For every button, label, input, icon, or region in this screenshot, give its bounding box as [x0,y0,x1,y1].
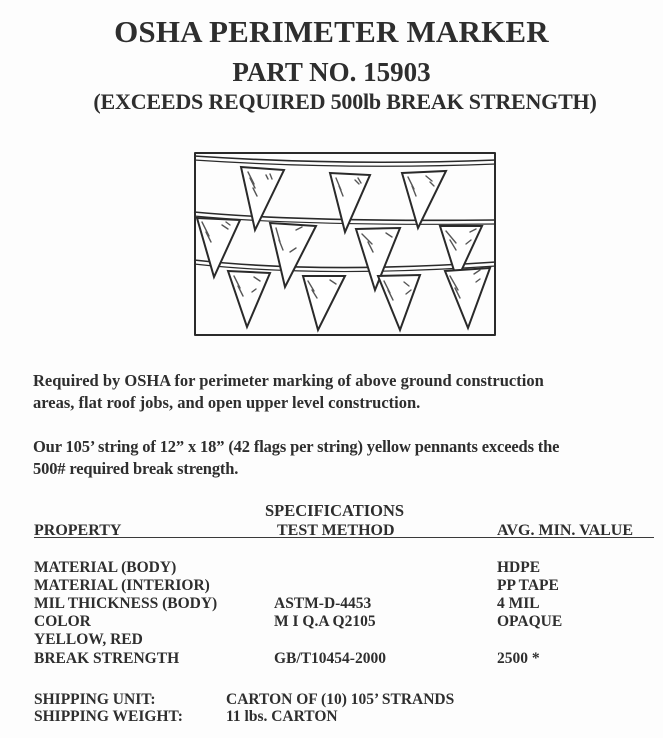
row-value: HDPE [497,559,541,576]
row-value: 4 MIL [497,595,540,612]
column-header-test-method: TEST METHOD [277,522,395,539]
document-subtitle: (EXCEEDS REQUIRED 500lb BREAK STRENGTH) [93,89,597,114]
specifications-heading: SPECIFICATIONS [265,501,405,520]
row-property: MATERIAL (BODY) [34,559,177,576]
pennant-flags-illustration-icon [190,145,500,345]
document-title: OSHA PERIMETER MARKER [114,14,549,49]
row-value: 2500 * [497,650,540,667]
row-property: YELLOW, RED [34,631,143,648]
row-test-method: M I Q.A Q2105 [274,613,376,630]
row-value: OPAQUE [497,613,563,630]
header-underline [34,537,654,538]
description-paragraph-2 [33,436,559,480]
description-paragraph-1 [33,370,544,414]
paragraph-1-line-1: Required by OSHA for perimeter marking of above ground construction [33,371,544,390]
shipping-unit-label: SHIPPING UNIT: [34,691,156,708]
part-number: PART NO. 15903 [232,57,431,87]
shipping-weight-value: 11 lbs. CARTON [226,708,338,725]
paragraph-1-line-2: areas, flat roof jobs, and open upper level construction. [33,393,421,412]
column-header-avg-min-value: AVG. MIN. VALUE [497,522,634,539]
paragraph-2-line-2: 500# required break strength. [33,459,239,478]
row-test-method: GB/T10454-2000 [274,650,386,667]
row-property: MATERIAL (INTERIOR) [34,577,210,594]
row-test-method: ASTM-D-4453 [274,595,372,612]
shipping-weight-label: SHIPPING WEIGHT: [34,708,183,725]
shipping-unit-value: CARTON OF (10) 105’ STRANDS [226,691,455,708]
paragraph-2-line-1: Our 105’ string of 12” x 18” (42 flags per string) yellow pennants exceeds the [33,437,560,456]
row-property: COLOR [34,613,91,630]
row-value: PP TAPE [497,577,559,594]
row-property: MIL THICKNESS (BODY) [34,595,218,612]
row-property: BREAK STRENGTH [34,650,180,667]
column-header-property: PROPERTY [34,522,122,539]
